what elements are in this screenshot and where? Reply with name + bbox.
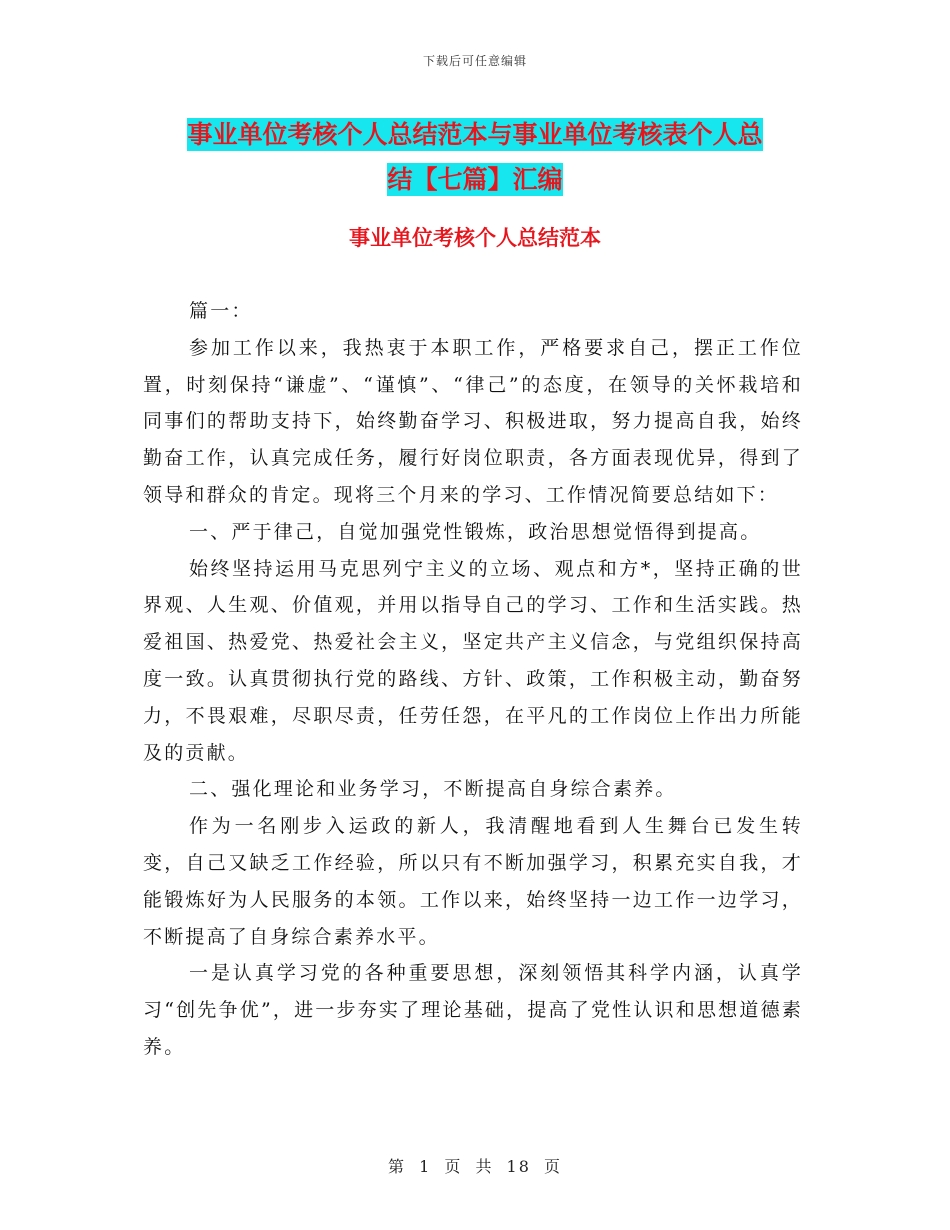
document-title-line-2: 结【七篇】汇编 [387, 165, 563, 194]
page-header: 下载后可任意编辑 [422, 54, 527, 68]
page-number-footer: 第 1 页 共 18 页 [388, 1157, 562, 1176]
paragraph: 作为一名刚步入运政的新人，我清醒地看到人生舞台已发生转变，自己又缺乏工作经验，所以只有不断加强学习，积累充实自我，才能锻炼好为人民服务的本领。工作以来，始终坚持一边工作一边学习，不断提高了自身综合素养水平。 [143, 815, 803, 948]
section-title: 事业单位考核个人总结范本 [349, 225, 601, 250]
document-title [150, 112, 800, 202]
document-title-line-1: 事业单位考核个人总结范本与事业单位考核表个人总 [187, 120, 763, 149]
body-text [143, 293, 803, 1066]
paragraph: 二、强化理论和业务学习，不断提高自身综合素养。 [189, 778, 677, 801]
paragraph: 参加工作以来，我热衷于本职工作，严格要求自己，摆正工作位置，时刻保持“谦虚”、“谨慎”、“律己”的态度，在领导的关怀栽培和同事们的帮助支持下，始终勤奋学习、积极进取，努力提高自我，始终勤奋工作，认真完成任务，履行好岗位职责，各方面表现优异，得到了领导和群众的肯定。现将三个月来的学习、工作情况简要总结如下： [143, 336, 803, 506]
paragraph: 一、严于律己，自觉加强党性锻炼，政治思想觉悟得到提高。 [189, 520, 762, 543]
paragraph: 始终坚持运用马克思列宁主义的立场、观点和方*，坚持正确的世界观、人生观、价值观，并用以指导自己的学习、工作和生活实践。热爱祖国、热爱党、热爱社会主义，坚定共产主义信念，与党组织保持高度一致。认真贯彻执行党的路线、方针、政策，工作积极主动，勤奋努力，不畏艰难，尽职尽责，任劳任怨，在平凡的工作岗位上作出力所能及的贡献。 [143, 557, 803, 764]
paragraph: 篇一： [189, 300, 253, 322]
paragraph: 一是认真学习党的各种重要思想，深刻领悟其科学内涵，认真学习“创先争优”，进一步夯实了理论基础，提高了党性认识和思想道德素养。 [143, 962, 803, 1058]
